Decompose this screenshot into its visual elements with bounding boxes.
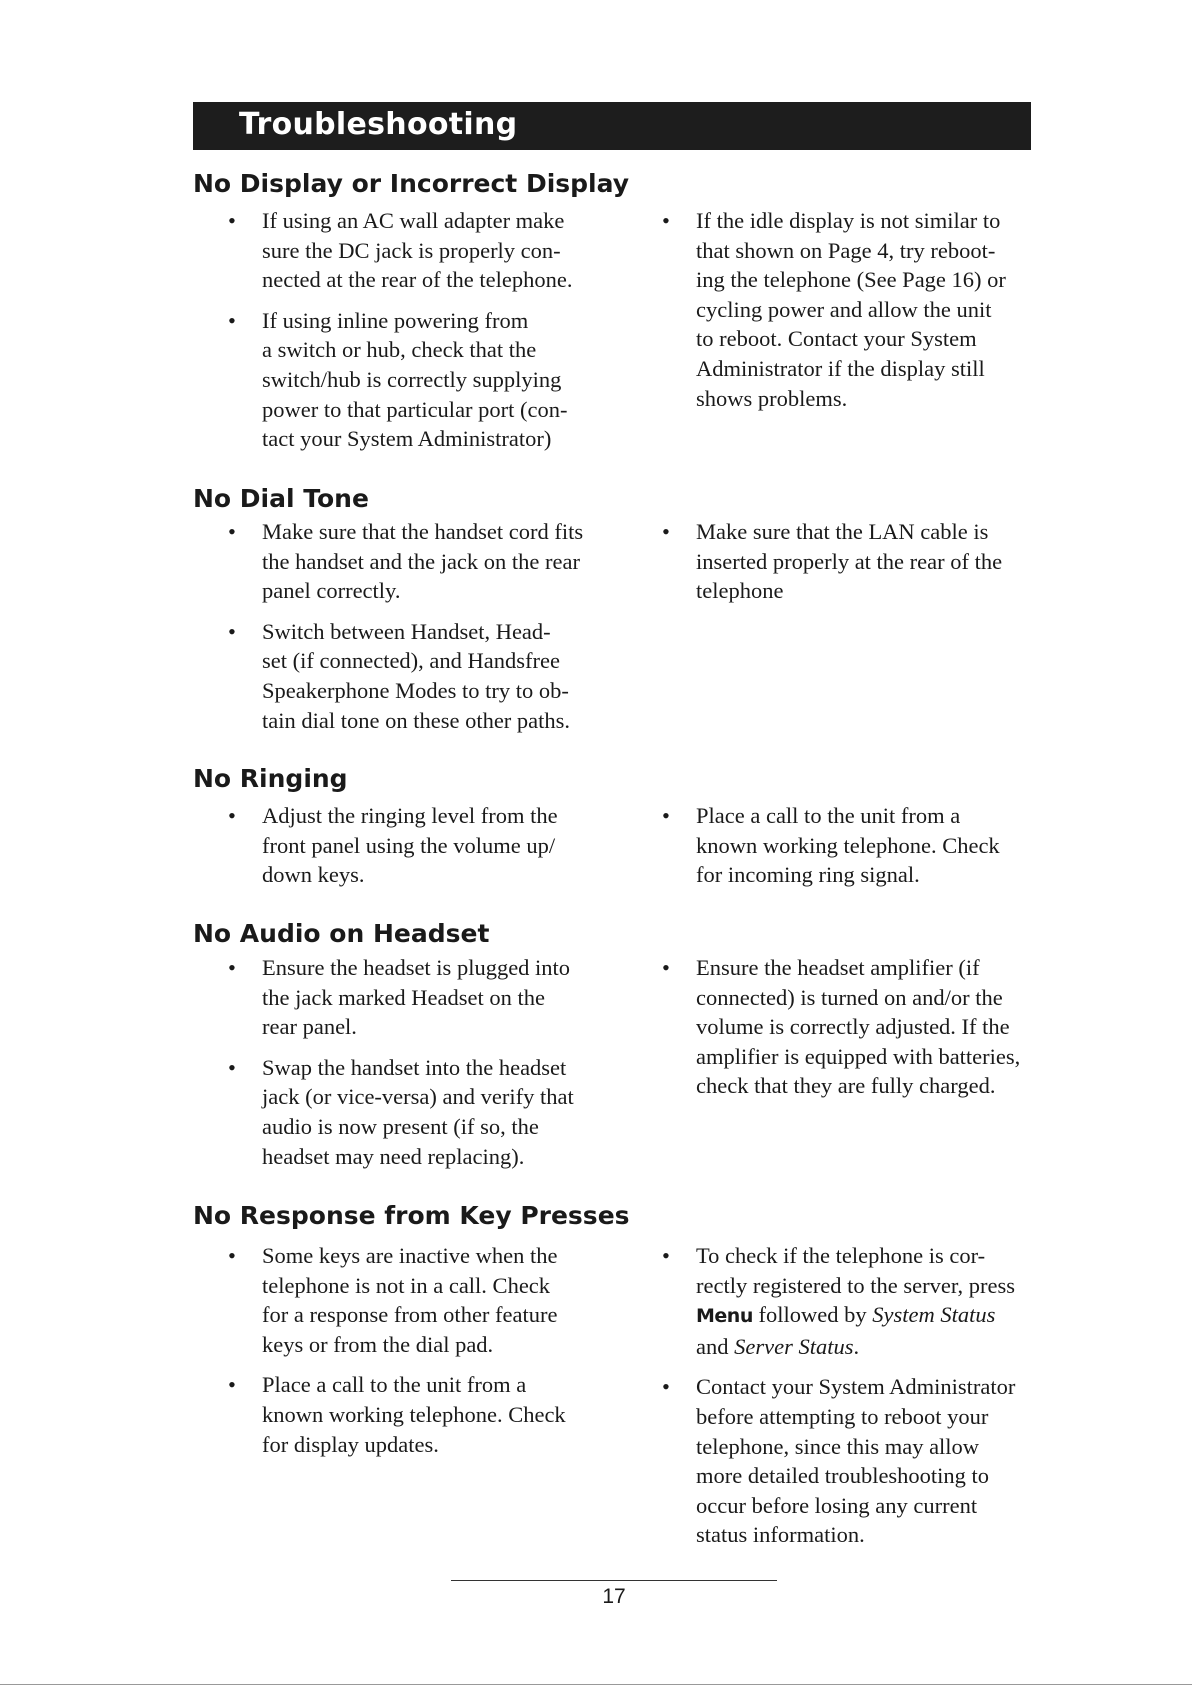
list-item-text: and [696, 1333, 735, 1359]
heading-no-dial-tone: No Dial Tone [193, 484, 369, 513]
list-item [662, 953, 1052, 1101]
no-display-left-list [228, 206, 618, 465]
bullet: • [662, 519, 670, 544]
list-item-text: . [853, 1333, 860, 1359]
list-item-text: If using an AC wall adapter make sure the DC jack is properly con- nected at the rear of the telephone. [262, 208, 573, 293]
list-item-text: Place a call to the unit from a known working telephone. Check for incoming ring signal. [696, 803, 1000, 888]
list-item-text: rectly registered to the server, press [696, 1272, 1015, 1298]
list-item [228, 1370, 618, 1459]
list-item-text: Ensure the headset is plugged into the jack marked Headset on the rear panel. [262, 955, 571, 1040]
list-item-text: Make sure that the LAN cable is inserted properly at the rear of the telephone [696, 519, 1003, 604]
no-response-left-list [228, 1241, 618, 1470]
bullet: • [228, 1372, 236, 1398]
no-dial-tone-right-list [662, 517, 1052, 617]
list-item [228, 617, 618, 735]
page-title: Troubleshooting [239, 107, 518, 142]
list-item-text: Swap the handset into the headset jack (or vice-versa) and verify that audio is now present (if so, the headset may need replacing). [262, 1054, 574, 1169]
list-item [228, 1241, 618, 1359]
heading-no-display: No Display or Incorrect Display [193, 169, 630, 198]
no-audio-left-list [228, 953, 618, 1182]
footer-rule [451, 1580, 777, 1581]
bullet: • [228, 519, 236, 544]
bullet: • [662, 1374, 670, 1400]
list-item-text: If the idle display is not similar to that shown on Page 4, try reboot- ing the telephone (See Page 16) or cycling power and allow the unit to reboot. Contact your System Administrator if the display still shows problems. [696, 208, 1006, 411]
bullet: • [228, 1054, 236, 1080]
list-item-text: Adjust the ringing level from the front panel using the volume up/ down keys. [262, 803, 558, 888]
no-dial-tone-left-list [228, 517, 618, 746]
list-item [228, 1053, 618, 1171]
list-item [228, 306, 618, 454]
list-item [662, 517, 1052, 606]
bullet: • [662, 803, 670, 828]
no-response-right-list [662, 1241, 1052, 1561]
bullet: • [228, 307, 236, 333]
bullet: • [662, 955, 670, 980]
list-item-text: Ensure the headset amplifier (if connected) is turned on and/or the volume is correctly adjusted. If the amplifier is equipped with batteries, check that they are fully charged. [696, 955, 1021, 1099]
list-item-text: To check if the telephone is cor- [696, 1243, 986, 1268]
bullet: • [228, 1243, 236, 1268]
list-item-text: Make sure that the handset cord fits the handset and the jack on the rear panel correctly. [262, 519, 584, 604]
list-item [228, 953, 618, 1042]
list-item [228, 801, 618, 890]
list-item [662, 1241, 1052, 1361]
list-item-text: Contact your System Administrator before attempting to reboot your telephone, since this may allow more detailed troubleshooting to occur before losing any current status information. [696, 1374, 1016, 1548]
list-item-text: Place a call to the unit from a known working telephone. Check for display updates. [262, 1372, 566, 1457]
heading-no-audio-headset: No Audio on Headset [193, 919, 490, 948]
menu-item-server-status: Server Status [734, 1333, 854, 1359]
no-audio-right-list [662, 953, 1052, 1112]
list-item [662, 1372, 1052, 1550]
section-banner [193, 102, 1031, 150]
list-item [662, 206, 1052, 413]
bullet: • [228, 618, 236, 644]
menu-key-label: Menu [696, 1305, 753, 1328]
list-item-text: followed by [752, 1302, 873, 1328]
bullet: • [228, 955, 236, 980]
list-item-text: Some keys are inactive when the telephone is not in a call. Check for a response from other feature keys or from the dial pad. [262, 1243, 558, 1357]
menu-item-system-status: System Status [872, 1302, 996, 1328]
heading-no-ringing: No Ringing [193, 764, 348, 793]
list-item-text: Switch between Handset, Head- set (if connected), and Handsfree Speakerphone Modes to try to ob- tain dial tone on these other paths. [262, 618, 571, 733]
bullet: • [228, 208, 236, 233]
heading-no-response-key-presses: No Response from Key Presses [193, 1201, 630, 1230]
bullet: • [228, 803, 236, 828]
list-item [662, 801, 1052, 890]
list-item [228, 206, 618, 295]
no-display-right-list [662, 206, 1052, 424]
list-item [228, 517, 618, 606]
bullet: • [662, 208, 670, 233]
page-number: 17 [602, 1585, 626, 1608]
list-item-text: If using inline powering from a switch or hub, check that the switch/hub is correctly supplying power to that particular port (con- tact your System Administrator) [262, 307, 568, 452]
no-ringing-right-list [662, 801, 1052, 901]
bullet: • [662, 1243, 670, 1268]
no-ringing-left-list [228, 801, 618, 901]
